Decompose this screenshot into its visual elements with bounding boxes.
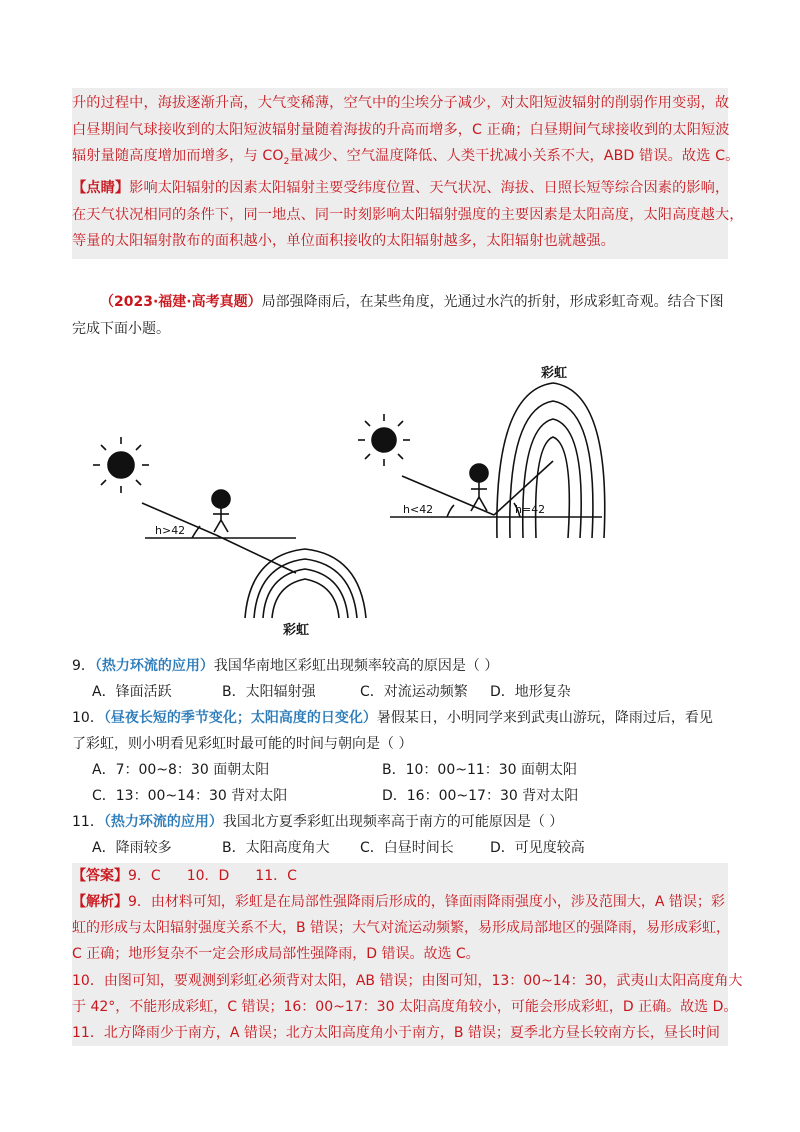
question-10: 10．（昼夜长短的季节变化；太阳高度的日变化）暑假某日，小明同学来到武夷山游玩，降雨过后，看见 了彩虹，则小明看见彩虹时最可能的时间与朝向是（ ） A．7：00~8：30 面朝太阳 B．10：00~11：30 面朝太阳 C．13：00~14：30 背对太阳 D．16：00~17：30 背对太阳 (72, 705, 728, 809)
answer-analysis-block (72, 863, 743, 1046)
tip-line: 在天气状况相同的条件下，同一地点、同一时刻影响太阳辐射强度的主要因素是太阳高度，太阳高度越大， (72, 206, 744, 223)
option-c: C．对流运动频繁 (360, 683, 468, 700)
option-c: C．白昼时间长 (360, 839, 454, 856)
options (72, 835, 728, 861)
tip-line: 等量的太阳辐射散布的面积越小，单位面积接收的太阳辐射越多，太阳辐射也就越强。 (72, 233, 615, 250)
rainbow-figure (72, 353, 728, 653)
option-b: B．10：00~11：30 面朝太阳 (382, 761, 578, 778)
left-rainbow-arcs (245, 549, 366, 618)
analysis-line: 于 42°，不能形成彩虹，C 错误；16：00~17：30 太阳高度角较小，可能会形成彩虹，D 正确。故选 D。 (72, 998, 738, 1015)
analysis-line: 辐射量随高度增加而增多，与 $CO_2$量减少、空气温度降低、人类干扰减小关系不大，ABD 错误。故选 C。 (72, 148, 740, 167)
left-angle-arc (192, 526, 200, 538)
option-a: A．锋面活跃 (92, 683, 172, 700)
right-angle-right-label: h=42 (515, 502, 546, 516)
option-d: D．地形复杂 (490, 683, 571, 700)
analysis-line: 11．北方降雨少于南方，A 错误；北方太阳高度角小于南方，B 错误；夏季北方昼长较南方长，昼长时间 (72, 1025, 720, 1042)
options (72, 679, 728, 705)
option-d: D．可见度较高 (490, 839, 585, 856)
rainbow-diagram (0, 353, 800, 653)
options (72, 757, 728, 783)
left-sun-icon (93, 437, 149, 493)
analysis-line: C 正确；地形复杂不一定会形成局部性强降雨，D 错误。故选 C。 (72, 946, 480, 963)
tip-label: 【点睛】 (72, 180, 130, 197)
question-11: 11．（热力环流的应用）我国北方夏季彩虹出现频率高于南方的可能原因是（ ） A．降雨较多 B．太阳高度角大 C．白昼时间长 D．可见度较高 (72, 809, 728, 861)
previous-analysis-block (72, 88, 744, 259)
option-c: C．13：00~14：30 背对太阳 (92, 787, 288, 804)
question-intro (72, 289, 728, 343)
right-rainbow-arcs (497, 383, 605, 538)
analysis-line: 10．由图可知，要观测到彩虹必须背对太阳，AB 错误；由图可知，13：00~14：30，武夷山太阳高度角大 (72, 972, 743, 989)
question-tag: （热力环流的应用） (103, 813, 223, 830)
question-source: （2023·福建·高考真题） (100, 293, 262, 310)
question-9: 9．（热力环流的应用）我国华南地区彩虹出现频率较高的原因是（ ） A．锋面活跃 B．太阳辐射强 C．对流运动频繁 D．地形复杂 (72, 653, 728, 705)
right-angle-arc-left (447, 505, 454, 517)
analysis-line: 白昼期间气球接收到的太阳短波辐射量随着海拔的升高而增多，C 正确；白昼期间气球接收到的太阳短波 (72, 121, 730, 138)
right-rainbow-label: 彩虹 (541, 365, 568, 381)
option-b: B．太阳高度角大 (222, 839, 330, 856)
question-tag: （热力环流的应用） (94, 657, 214, 674)
right-person-icon (470, 464, 488, 511)
option-a: A．降雨较多 (92, 839, 172, 856)
page-content (72, 88, 744, 1046)
tip-line: 【点睛】影响太阳辐射的因素太阳辐射主要受纬度位置、天气状况、海拔、日照长短等综合因素的影响， (72, 180, 730, 197)
left-rainbow-label: 彩虹 (283, 622, 310, 638)
option-a: A．7：00~8：30 面朝太阳 (92, 761, 270, 778)
analysis-line: 虹的形成与太阳辐射强度关系不大，B 错误；大气对流运动频繁，易形成局部地区的强降雨，易形成彩虹， (72, 920, 731, 937)
answer-line: 【答案】9．C 10．D 11．C (72, 867, 297, 884)
option-b: B．太阳辐射强 (222, 683, 316, 700)
analysis-line: 【解析】9．由材料可知，彩虹是在局部性强降雨后形成的，锋面雨降雨强度小，涉及范围大，A 错误；彩 (72, 894, 725, 911)
intro-text: 局部强降雨后，在某些角度，光通过水汽的折射，形成彩虹奇观。结合下图 (261, 293, 724, 310)
analysis-line: 升的过程中，海拔逐渐升高，大气变稀薄，空气中的尘埃分子减少，对太阳短波辐射的削弱作用变弱，故 (72, 95, 730, 111)
options (72, 783, 728, 809)
right-sun-icon (358, 414, 410, 466)
left-angle-label: h>42 (155, 523, 186, 537)
intro-text: 完成下面小题。 (72, 320, 170, 337)
option-d: D．16：00~17：30 背对太阳 (382, 787, 579, 804)
right-angle-left-label: h<42 (403, 502, 434, 516)
question-tag: （昼夜长短的季节变化；太阳高度的日变化） (103, 709, 377, 726)
left-person-icon (212, 490, 230, 532)
